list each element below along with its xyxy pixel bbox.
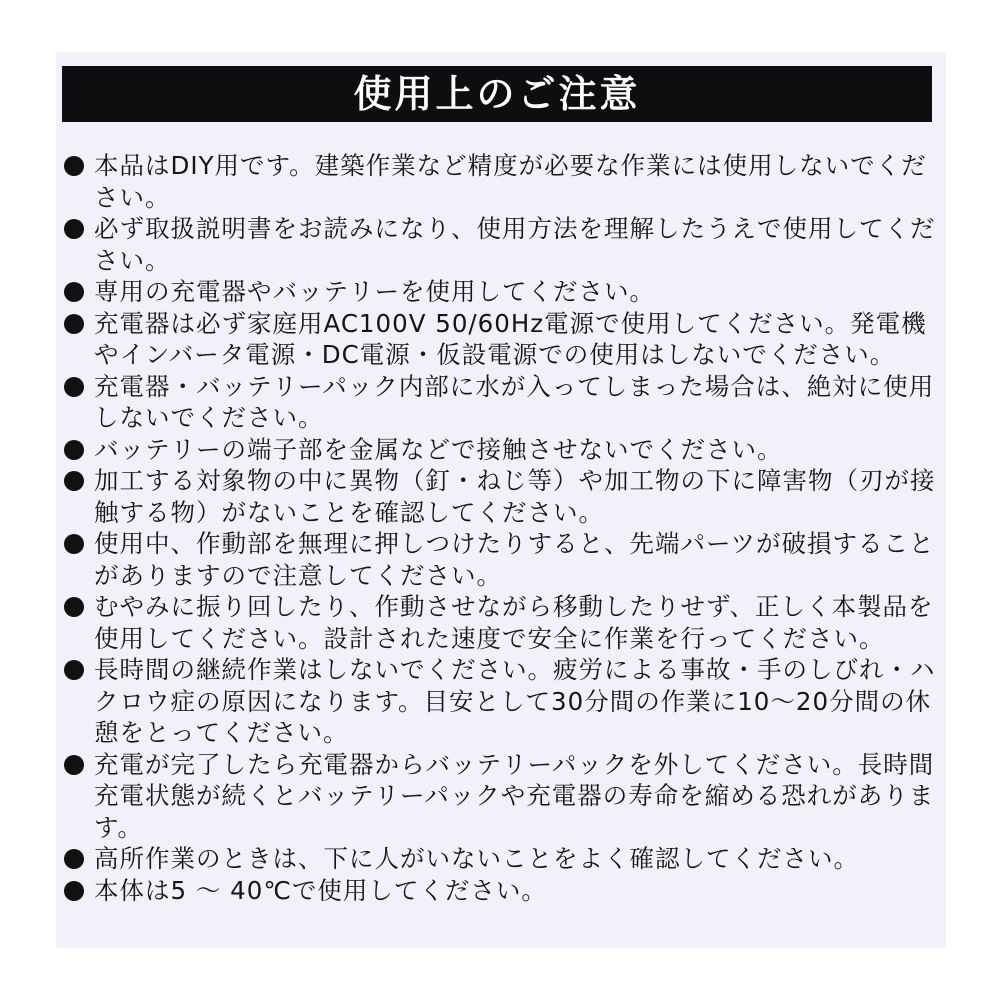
notice-item xyxy=(64,150,936,213)
title-banner xyxy=(62,66,932,122)
notice-text: 本体は5 〜 40℃で使用してください。 xyxy=(94,875,547,905)
notice-text: 高所作業のときは、下に人がいないことをよく確認してください。 xyxy=(94,844,859,873)
bullet-icon xyxy=(64,471,84,491)
notice-text: 加工する対象物の中に異物（釘・ねじ等）や加工物の下に障害物（刃が接触する物）がないことを確認してください。 xyxy=(94,466,936,527)
notice-text: むやみに振り回したり、作動させながら移動したりせず、正しく本製品を使用してください。設計された速度で安全に作業を行ってください。 xyxy=(94,592,934,653)
bullet-icon xyxy=(64,377,84,397)
bullet-icon xyxy=(64,282,84,302)
notice-text: 充電が完了したら充電器からバッテリーパックを外してください。長時間充電状態が続くとバッテリーパックや充電器の寿命を縮める恐れがあります。 xyxy=(94,749,935,842)
notice-item xyxy=(64,465,936,528)
bullet-icon xyxy=(64,534,84,554)
notice-item xyxy=(64,749,936,844)
notice-text: 本品はDIY用です。建築作業など精度が必要な作業には使用しないでください。 xyxy=(94,151,927,212)
page-title: 使用上のご注意 xyxy=(353,72,641,116)
bullet-icon xyxy=(64,597,84,617)
bullet-icon xyxy=(64,314,84,334)
notice-text: 充電器・バッテリーパック内部に水が入ってしまった場合は、絶対に使用しないでください。 xyxy=(94,371,935,432)
notice-text: 充電器は必ず家庭用AC100V 50/60Hz電源で使用してください。発電機やインバータ電源・DC電源・仮設電源での使用はしないでください。 xyxy=(94,308,927,369)
bullet-icon xyxy=(64,440,84,460)
bullet-icon xyxy=(64,755,84,775)
notice-item xyxy=(64,843,936,875)
notice-item xyxy=(64,591,936,654)
notice-item xyxy=(64,276,936,308)
bullet-icon xyxy=(64,156,84,176)
notice-item xyxy=(64,875,936,907)
notice-text: 専用の充電器やバッテリーを使用してください。 xyxy=(94,277,655,306)
notice-text: バッテリーの端子部を金属などで接触させないでください。 xyxy=(94,434,783,464)
notice-list xyxy=(64,150,936,906)
notice-item xyxy=(64,371,936,434)
bullet-icon xyxy=(64,219,84,239)
notice-item xyxy=(64,528,936,591)
notice-text: 長時間の継続作業はしないでください。疲労による事故・手のしびれ・ハクロウ症の原因になります。目安として30分間の作業に10〜20分間の休憩をとってください。 xyxy=(94,655,936,747)
notice-text: 使用中、作動部を無理に押しつけたりすると、先端パーツが破損することがありますので注意してください。 xyxy=(94,529,935,590)
notice-item xyxy=(64,434,936,466)
bullet-icon xyxy=(64,849,84,869)
notice-item xyxy=(64,654,936,749)
bullet-icon xyxy=(64,660,84,680)
notice-item xyxy=(64,213,936,276)
bullet-icon xyxy=(64,881,84,901)
notice-text: 必ず取扱説明書をお読みになり、使用方法を理解したうえで使用してください。 xyxy=(94,214,936,275)
notice-item xyxy=(64,308,936,371)
